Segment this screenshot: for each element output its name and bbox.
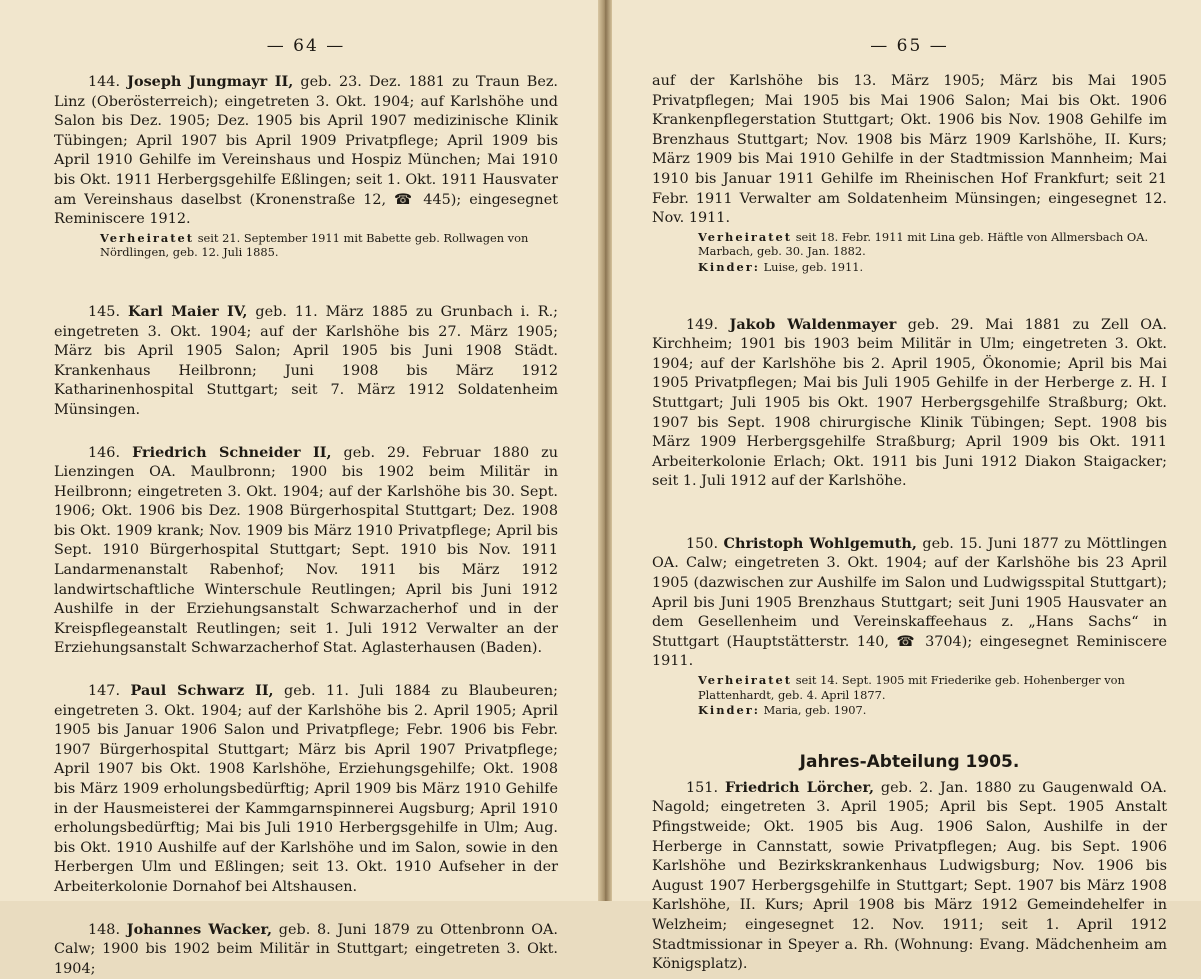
entry-number: 147.	[88, 683, 121, 700]
page-number-64: — 64 —	[266, 36, 346, 56]
entry-145	[54, 302, 558, 421]
book-gutter	[598, 0, 612, 901]
entry-144	[54, 72, 558, 260]
entry-number: 145.	[88, 303, 121, 320]
note-label: Verheiratet	[100, 230, 195, 245]
children-text: Luise, geb. 1911.	[763, 259, 864, 274]
entry-name: Johannes Wacker,	[126, 920, 273, 938]
entry-150	[652, 534, 1167, 718]
children-text: Maria, geb. 1907.	[763, 703, 867, 718]
entry-number: 150.	[686, 535, 719, 552]
entry-149	[652, 315, 1167, 492]
entry-146	[54, 443, 558, 660]
section-heading: Jahres-Abteilung 1905.	[799, 751, 1020, 772]
note-text: seit 18. Febr. 1911 mit Lina geb. Häftle von Allmersbach OA. Marbach, geb. 30. Jan. 1882.	[698, 229, 1149, 259]
entry-147	[54, 681, 558, 898]
entry-text: geb. 11. Juli 1884 zu Blaubeuren; eingetreten 3. Okt. 1904; auf der Karlshöhe bis 2. April 1905; April 1905 bis Januar 1906 Salon und Privatpflege; Febr. 1906 bis Febr. 1907 Bürgerhospital Stuttgart; März bis April 1907 Privatpflege; April 1907 bis Okt. 1908 Karlshöhe, Erziehungsgehilfe; Okt. 1908 bis März 1909 erholungsbedürftig; April 1909 bis März 1910 Gehilfe in der Hausmeisterei der Kammgarnspinnerei Augsburg; April 1910 erholungsbedürftig; Mai bis Juli 1910 Herbergsgehilfe in Ulm; Aug. bis Okt. 1910 Aushilfe auf der Karlshöhe und im Salon, sowie in den Herbergen Ulm und Eßlingen; seit 13. Okt. 1910 Aufseher in der Arbeiterkolonie Dornahof bei Altshausen.	[54, 683, 558, 895]
entry-148	[54, 920, 558, 979]
entry-number: 148.	[88, 921, 121, 938]
entry-name: Paul Schwarz II,	[130, 682, 274, 700]
note-text: seit 21. September 1911 mit Babette geb. Rollwagen von Nördlingen, geb. 12. Juli 1885.	[100, 230, 529, 260]
marriage-note	[698, 673, 1167, 702]
entry-name: Friedrich Lörcher,	[724, 778, 875, 796]
entry-text: geb. 15. Juni 1877 zu Möttlingen OA. Calw; eingetreten 3. Okt. 1904; auf der Karlshöhe bis 23 April 1905 (dazwischen zur Aushilfe im Salon und Ludwigsspital Stuttgart); April bis Juni 1905 Brenzhaus Stuttgart; seit Juni 1905 Hausvater an dem Gesellenheim und Vereinskaffeehaus z. „Hans Sachs“ in Stuttgart (Hauptstätterstr. 140, ☎ 3704); eingesegnet Reminiscere 1911.	[652, 535, 1168, 670]
marriage-note	[698, 230, 1167, 259]
continuation-text: auf der Karlshöhe bis 13. März 1905; März bis Mai 1905 Privatpflegen; Mai 1905 bis Mai 1906 Salon; Mai bis Okt. 1906 Krankenpflegerstation Stuttgart; Okt. 1906 bis Nov. 1908 Gehilfe im Brenzhaus Stuttgart; Nov. 1908 bis März 1909 Karlshöhe, II. Kurs; März 1909 bis Mai 1910 Gehilfe in der Stadtmission Mannheim; Mai 1910 bis Januar 1911 Gehilfe im Rheinischen Hof Frankfurt; seit 21 Febr. 1911 Verwalter am Soldatenheim Münsingen; eingesegnet 12. Nov. 1911.	[652, 73, 1167, 227]
left-page	[0, 0, 598, 977]
entry-number: 149.	[686, 316, 719, 333]
children-note	[698, 703, 1167, 718]
entry-text: geb. 23. Dez. 1881 zu Traun Bez. Linz (Oberösterreich); eingetreten 3. Okt. 1904; auf Karlshöhe und Salon bis Dez. 1905; Dez. 1905 bis April 1907 medizinische Klinik Tübingen; April 1907 bis April 1909 Privatpflege; April 1909 bis April 1910 Gehilfe im Vereinshaus und Hospiz München; Mai 1910 bis Okt. 1911 Herbergsgehilfe Eßlingen; seit 1. Okt. 1911 Hausvater am Vereinshaus daselbst (Kronenstraße 12, ☎ 445); eingesegnet Reminiscere 1912.	[54, 74, 558, 228]
entry-151	[652, 778, 1167, 975]
entry-name: Jakob Waldenmayer	[729, 315, 897, 333]
entry-number: 151.	[686, 779, 719, 796]
note-text: seit 14. Sept. 1905 mit Friederike geb. Hohenberger von Plattenhardt, geb. 4. April 1877.	[698, 673, 1125, 702]
entry-name: Karl Maier IV,	[127, 302, 248, 320]
right-page	[612, 0, 1201, 973]
entry-148-continuation	[652, 72, 1167, 275]
entry-number: 146.	[88, 444, 121, 461]
entry-name: Joseph Jungmayr II,	[127, 73, 294, 90]
entry-text: geb. 29. Mai 1881 zu Zell OA. Kirchheim; 1901 bis 1903 beim Militär in Ulm; eingetreten 3. Okt. 1904; auf der Karlshöhe bis 2. April 1905, Ökonomie; April bis Mai 1905 Privatpflegen; Mai bis Juli 1905 Gehilfe in der Herberge z. H. I Stuttgart; Juli 1905 bis Okt. 1907 Herbergsgehilfe Straßburg; Okt. 1907 bis Sept. 1908 chirurgische Klinik Tübingen; Sept. 1908 bis März 1909 Herbergsgehilfe Straßburg; April 1909 bis Okt. 1911 Arbeiterkolonie Erlach; Okt. 1911 bis Juni 1912 Diakon Staigacker; seit 1. Juli 1912 auf der Karlshöhe.	[652, 316, 1168, 490]
entry-name: Friedrich Schneider II,	[132, 443, 332, 461]
entry-name: Christoph Wohlgemuth,	[723, 534, 917, 552]
children-label: Kinder:	[698, 703, 760, 718]
entry-text: geb. 2. Jan. 1880 zu Gaugenwald OA. Nagold; eingetreten 3. April 1905; April bis Sept. 1905 Anstalt Pfingstweide; Okt. 1905 bis Aug. 1906 Salon, Aushilfe in der Herberge in Cannstatt, sowie Privatpflegen; Aug. bis Sept. 1906 Karlshöhe und Bezirkskrankenhaus Ludwigsburg; Nov. 1906 bis August 1907 Herbergsgehilfe in Stuttgart; Sept. 1907 bis März 1908 Karlshöhe, II. Kurs; April 1908 bis März 1912 Gemeindehelfer in Welzheim; eingesegnet 12. Nov. 1911; seit 1. April 1912 Stadtmissionar in Speyer a. Rh. (Wohnung: Evang. Mädchenheim am Königsplatz).	[652, 779, 1168, 973]
entry-text: geb. 29. Februar 1880 zu Lienzingen OA. Maulbronn; 1900 bis 1902 beim Militär in Heilbronn; eingetreten 3. Okt. 1904; auf der Karlshöhe bis 30. Sept. 1906; Okt. 1906 bis Dez. 1908 Bürgerhospital Stuttgart; Dez. 1908 bis Okt. 1909 krank; Nov. 1909 bis März 1910 Privatpflege; April bis Sept. 1910 Bürgerhospital Stuttgart; Sept. 1910 bis Nov. 1911 Landarmenanstalt Rabenhof; Nov. 1911 bis März 1912 landwirtschaftliche Winterschule Reutlingen; April bis Juni 1912 Aushilfe in der Erziehungsanstalt Schwarzacherhof und in der Kreispflegeanstalt Reutlingen; seit 1. Juli 1912 Verwalter an der Erziehungsanstalt Schwarzacherhof Stat. Aglasterhausen (Baden).	[54, 444, 559, 657]
entry-number: 144.	[88, 74, 121, 90]
entry-text: geb. 8. Juni 1879 zu Ottenbronn OA. Calw; 1900 bis 1902 beim Militär in Stuttgart; eingetreten 3. Okt. 1904;	[54, 921, 559, 977]
children-label: Kinder:	[698, 259, 760, 274]
marriage-note	[100, 231, 558, 260]
note-label: Verheiratet	[698, 673, 793, 688]
entry-text: geb. 11. März 1885 zu Grunbach i. R.; eingetreten 3. Okt. 1904; auf der Karlshöhe bis 27. März 1905; März bis April 1905 Salon; April 1905 bis Juni 1908 Städt. Krankenhaus Heilbronn; Juni 1908 bis März 1912 Katharinenhospital Stuttgart; seit 7. März 1912 Soldatenheim Münsingen.	[54, 303, 559, 418]
note-label: Verheiratet	[698, 229, 793, 244]
page-number-65: — 65 —	[870, 36, 949, 56]
children-note	[698, 260, 1167, 275]
